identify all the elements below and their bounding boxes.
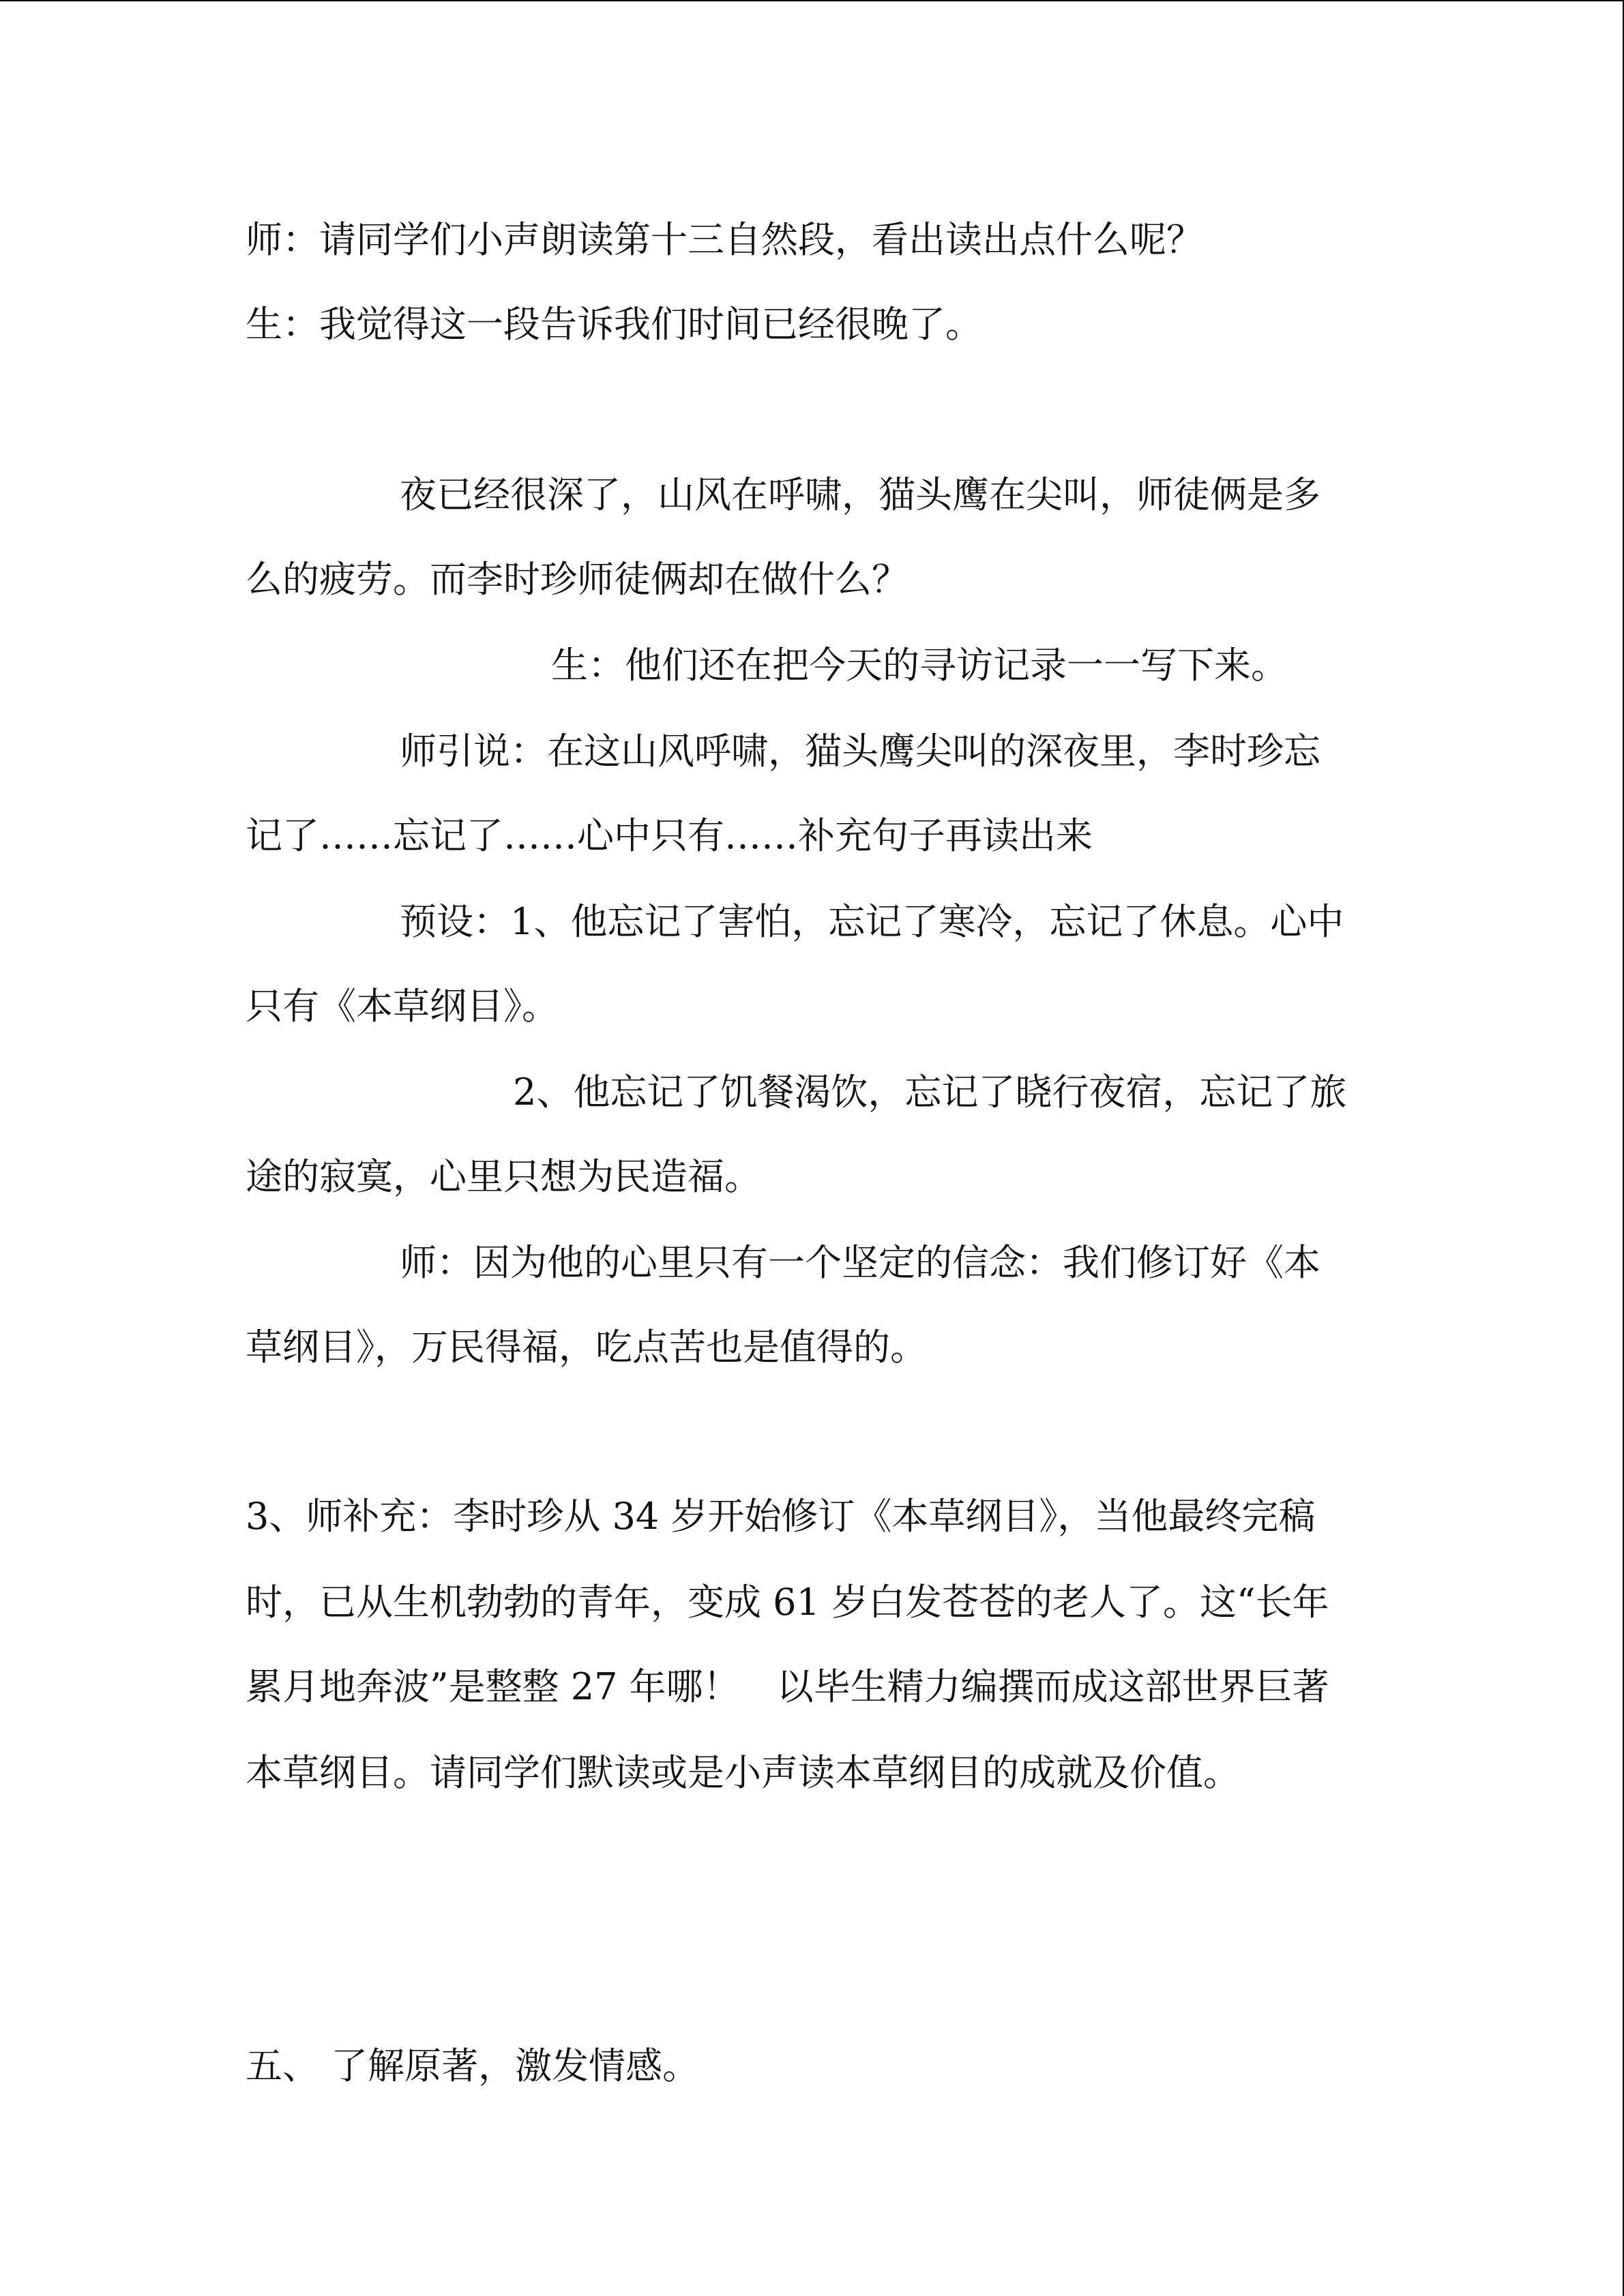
text-line-14: 3、师补充：李时珍从 34 岁开始修订《本草纲目》，当他最终完稿 <box>246 1495 1316 1538</box>
text-line-7: 记了……忘记了……心中只有……补充句子再读出来 <box>246 814 1093 857</box>
text-line-8: 预设：1、他忘记了害怕，忘记了寒冷，忘记了休息。心中 <box>400 900 1344 943</box>
text-line-11: 途的寂寞，心里只想为民造福。 <box>246 1155 761 1198</box>
text-line-12: 师：因为他的心里只有一个坚定的信念：我们修订好《本 <box>400 1241 1320 1284</box>
text-line-17: 本草纲目。请同学们默读或是小声读本草纲目的成就及价值。 <box>246 1751 1240 1794</box>
text-line-2: 生：我觉得这一段告诉我们时间已经很晚了。 <box>246 303 982 346</box>
text-line-3: 夜已经很深了，山风在呼啸，猫头鹰在尖叫，师徒俩是多 <box>400 473 1320 516</box>
text-line-1: 师：请同学们小声朗读第十三自然段，看出读出点什么呢？ <box>246 218 1203 261</box>
text-line-15: 时，已从生机勃勃的青年，变成 61 岁白发苍苍的老人了。这“长年 <box>246 1581 1329 1624</box>
text-line-6: 师引说：在这山风呼啸，猫头鹰尖叫的深夜里，李时珍忘 <box>400 730 1320 773</box>
text-line-9: 只有《本草纲目》。 <box>246 985 559 1028</box>
text-line-5: 生：他们还在把今天的寻访记录一一写下来。 <box>551 644 1288 687</box>
text-line-13: 草纲目》，万民得福，吃点苦也是值得的。 <box>246 1326 927 1369</box>
section-heading: 五、 了解原著，激发情感。 <box>246 2044 700 2087</box>
text-line-4: 么的疲劳。而李时珍师徒俩却在做什么？ <box>246 558 909 601</box>
text-line-16: 累月地奔波”是整整 27 年哪！ 以毕生精力编撰而成这部世界巨著 <box>246 1665 1329 1708</box>
text-line-10: 2、他忘记了饥餐渴饮，忘记了晓行夜宿，忘记了旅 <box>513 1071 1347 1114</box>
